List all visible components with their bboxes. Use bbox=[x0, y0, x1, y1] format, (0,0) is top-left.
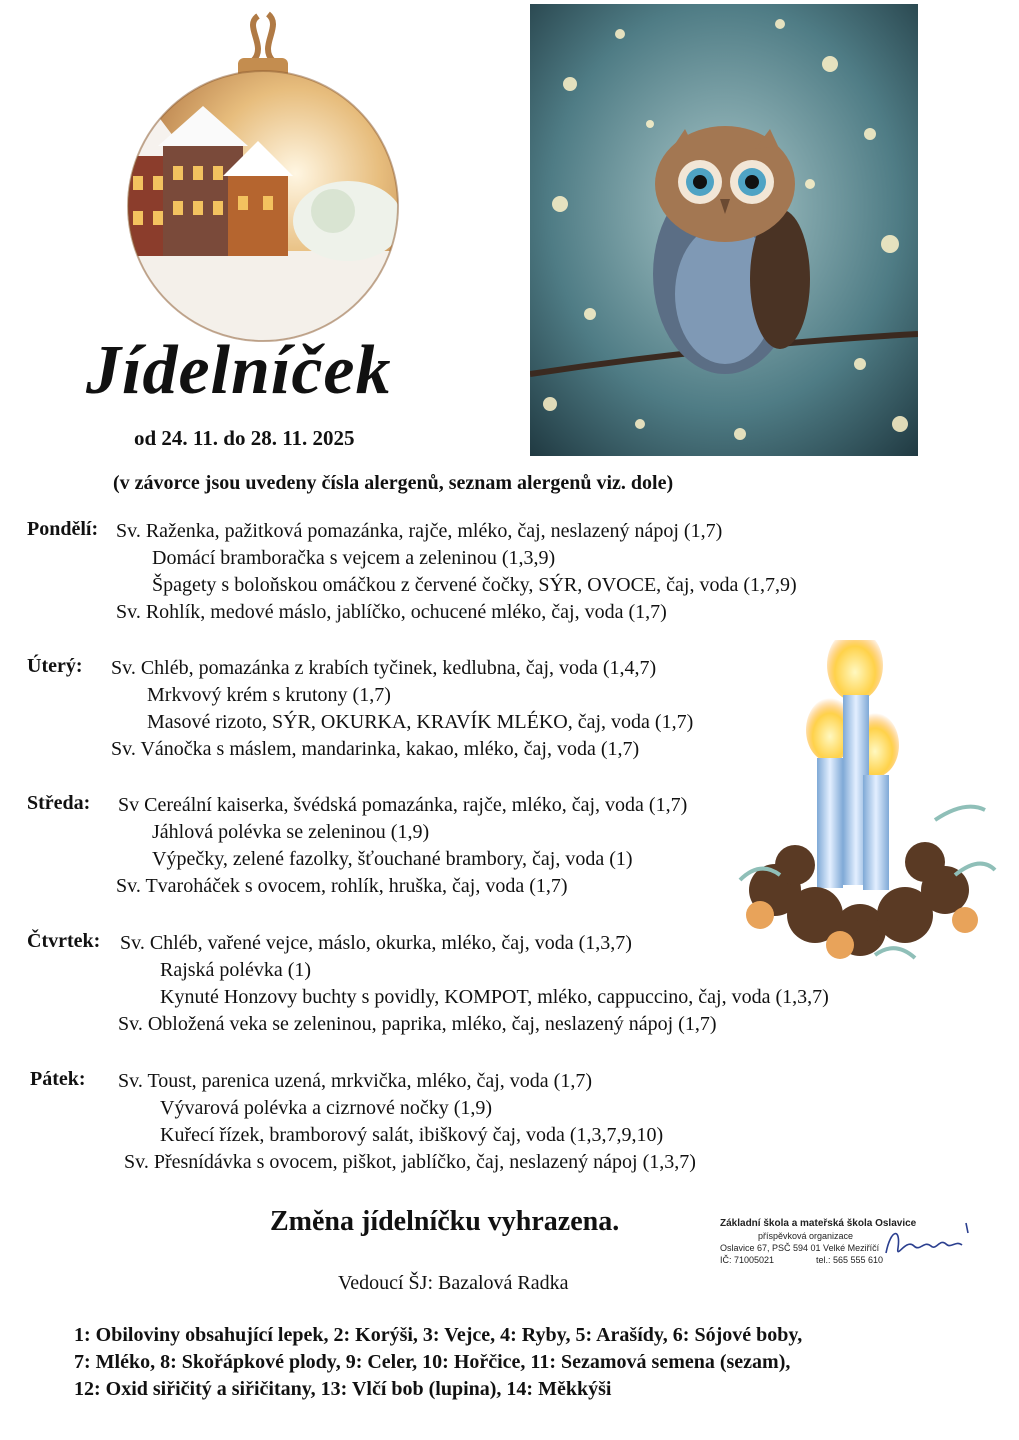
meal-item: Sv. Tvaroháček s ovocem, rohlík, hruška, čaj, voda (1,7) bbox=[116, 875, 568, 897]
date-range: od 24. 11. do 28. 11. 2025 bbox=[134, 426, 355, 450]
day-label: Středa: bbox=[27, 792, 91, 814]
owl-photo-image bbox=[530, 4, 918, 456]
meal-item: Kuřecí řízek, bramborový salát, ibiškový čaj, voda (1,3,7,9,10) bbox=[160, 1124, 664, 1146]
day-label: Čtvrtek: bbox=[27, 930, 101, 952]
meal-item: Sv Cereální kaiserka, švédská pomazánka, rajče, mléko, čaj, voda (1,7) bbox=[118, 794, 688, 816]
allergen-note: (v závorce jsou uvedeny čísla alergenů, seznam alergenů viz. dole) bbox=[113, 472, 674, 494]
signature-image bbox=[876, 1218, 976, 1268]
meal-item: Sv. Obložená veka se zeleninou, paprika, mléko, čaj, neslazený nápoj (1,7) bbox=[118, 1013, 717, 1035]
manager-name: Vedoucí ŠJ: Bazalová Radka bbox=[338, 1272, 569, 1294]
allergen-legend-line: 12: Oxid siřičitý a siřičitany, 13: Vlčí bob (lupina), 14: Měkkýši bbox=[74, 1378, 612, 1400]
meal-item: Sv. Toust, parenica uzená, mrkvička, mléko, čaj, voda (1,7) bbox=[118, 1070, 593, 1092]
meal-item: Mrkvový krém s krutony (1,7) bbox=[147, 684, 391, 706]
candles-wreath-image bbox=[735, 640, 1000, 985]
stamp-line: Základní škola a mateřská škola Oslavice bbox=[720, 1218, 917, 1229]
meal-item: Rajská polévka (1) bbox=[160, 959, 312, 981]
meal-item: Jáhlová polévka se zeleninou (1,9) bbox=[152, 821, 430, 843]
stamp-line: IČ: 71005021 bbox=[720, 1255, 775, 1265]
stamp-line: Oslavice 67, PSČ 594 01 Velké Meziříčí bbox=[720, 1243, 880, 1253]
meal-item: Sv. Přesnídávka s ovocem, piškot, jablíčko, čaj, neslazený nápoj (1,3,7) bbox=[124, 1151, 696, 1173]
day-label: Pondělí: bbox=[27, 518, 99, 540]
stamp-line: příspěvková organizace bbox=[758, 1231, 854, 1241]
meal-item: Vývarová polévka a cizrnové nočky (1,9) bbox=[160, 1097, 493, 1119]
meal-item: Sv. Rohlík, medové máslo, jablíčko, ochucené mléko, čaj, voda (1,7) bbox=[116, 601, 667, 623]
meal-item: Sv. Chléb, vařené vejce, máslo, okurka, mléko, čaj, voda (1,3,7) bbox=[120, 932, 632, 954]
day-label: Úterý: bbox=[27, 655, 83, 677]
meal-item: Špagety s boloňskou omáčkou z červené čočky, SÝR, OVOCE, čaj, voda (1,7,9) bbox=[152, 574, 797, 596]
meal-item: Výpečky, zelené fazolky, šťouchané brambory, čaj, voda (1) bbox=[152, 848, 633, 870]
christmas-ornament-image bbox=[118, 6, 408, 346]
stamp-line: tel.: 565 555 610 bbox=[816, 1255, 884, 1265]
meal-item: Sv. Raženka, pažitková pomazánka, rajče, mléko, čaj, neslazený nápoj (1,7) bbox=[116, 520, 723, 542]
allergen-legend-line: 7: Mléko, 8: Skořápkové plody, 9: Celer, 10: Hořčice, 11: Sezamová semena (sezam), bbox=[74, 1351, 791, 1373]
meal-item: Masové rizoto, SÝR, OKURKA, KRAVÍK MLÉKO, čaj, voda (1,7) bbox=[147, 711, 694, 733]
page-title: Jídelníček bbox=[86, 332, 392, 409]
school-stamp bbox=[718, 1218, 978, 1280]
meal-item: Sv. Chléb, pomazánka z krabích tyčinek, kedlubna, čaj, voda (1,4,7) bbox=[111, 657, 657, 679]
meal-item: Kynuté Honzovy buchty s povidly, KOMPOT, mléko, cappuccino, čaj, voda (1,3,7) bbox=[160, 986, 829, 1008]
menu-change-note: Změna jídelníčku vyhrazena. bbox=[270, 1206, 620, 1237]
allergen-legend bbox=[74, 1322, 974, 1403]
day-label: Pátek: bbox=[30, 1068, 86, 1090]
meal-item: Sv. Vánočka s máslem, mandarinka, kakao, mléko, čaj, voda (1,7) bbox=[111, 738, 640, 760]
meal-item: Domácí bramboračka s vejcem a zeleninou (1,3,9) bbox=[152, 547, 556, 569]
allergen-legend-line: 1: Obiloviny obsahující lepek, 2: Korýši, 3: Vejce, 4: Ryby, 5: Arašídy, 6: Sójové boby, bbox=[74, 1324, 803, 1346]
